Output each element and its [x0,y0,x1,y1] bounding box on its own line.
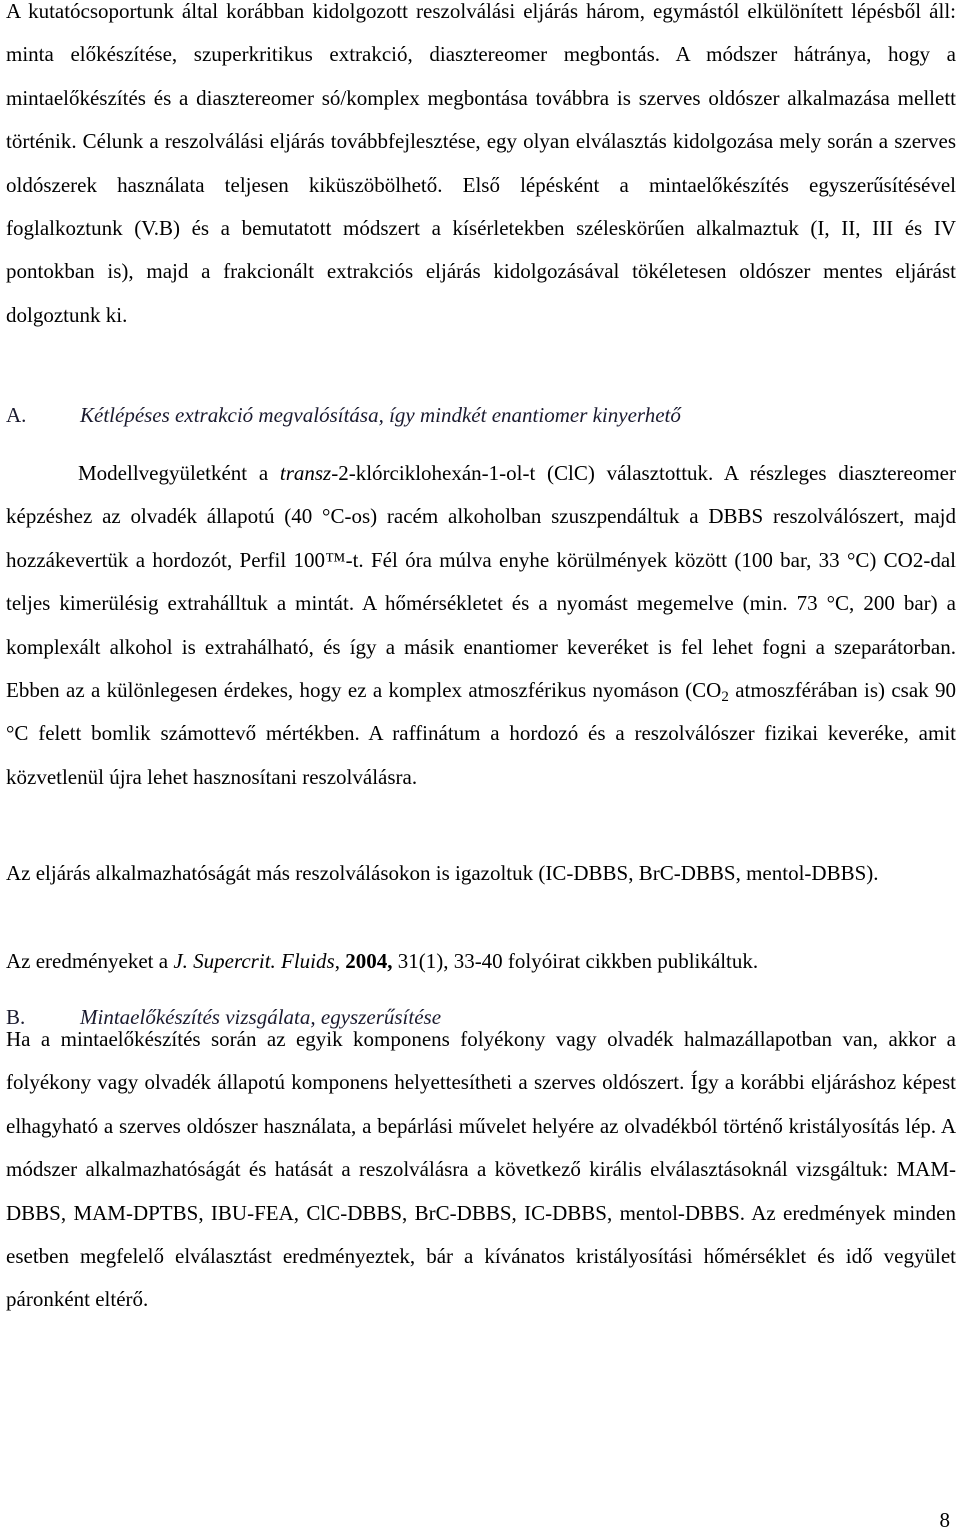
model-text-transz: transz [279,461,332,485]
sample-preparation-paragraph: Ha a mintaelőkészítés során az egyik komponens folyékony vagy olvadék halmazállapotban van, akkor a folyékony vagy olvadék állapotú komponens helyettesítheti a szerves oldószert. Így a korábbi eljáráshoz képest elhagyható a szerves oldószer használata, a bepárlási művelet helyére az olvadékból történő kristályosítás lép. A módszer alkalmazhatóságát és hatását a reszolválásra a következő királis elválasztásoknál vizsgáltuk: MAM-DBBS, MAM-DPTBS, IBU-FEA, ClC-DBBS, BrC-DBBS, IC-DBBS, mentol-DBBS. Az eredmények minden esetben megfelelő elválasztást eredményeztek, bár a kívánatos kristályosítási hőmérséklet és idő vegyület páronként eltérő. [6,1027,956,1312]
section-b-title: Mintaelőkészítés vizsgálata, egyszerűsítése [80,1005,442,1029]
model-text-3: atmoszférában is) csak 90 °C felett bomlik számottevő mértékben. A raffinátum a hordozó és a reszolválószer fizikai keveréke, amit közvetlenül újra lehet hasznosítani reszolválásra. [6,678,956,789]
section-a-letter: A. [6,403,27,427]
applicability-paragraph: Az eljárás alkalmazhatóságát más reszolválásokon is igazoltuk (IC-DBBS, BrC-DBBS, mentol-DBBS). [6,861,879,885]
publication-year: 2004, [345,949,393,973]
section-a-title: Kétlépéses extrakció megvalósítása, így mindkét enantiomer kinyerhető [80,403,681,427]
publication-paragraph [6,940,956,983]
publication-text-3: 31(1), 33-40 folyóirat cikkben publikáltuk. [392,949,759,973]
model-compound-paragraph [6,452,956,799]
section-a-heading [6,394,956,437]
model-text-1: Modellvegyületként a [78,461,280,485]
section-b-letter: B. [6,1005,26,1029]
model-subscript: 2 [721,689,729,706]
publication-text-1: Az eredményeket a [6,949,174,973]
model-text-2: -2-klórciklohexán-1-ol-t (ClC) választottuk. A részleges diasztereomer képzéshez az olvadék állapotú (40 °C-os) racém alkoholban szuszpendáltuk a DBBS reszolválószert, majd hozzákevertük a hordozót, Perfil 100™-t. Fél óra múlva enyhe körülmények között (100 bar, 33 °C) CO2-dal teljes kimerülésig extrahálltuk a mintát. A hőmérsékletet és a nyomást megemelve (min. 73 °C, 200 bar) a komplexált alkohol is extrahálható, és így a másik enantiomer keveréket is fel lehet fogni a szeparátorban. Ebben az a különlegesen érdekes, hogy ez a komplex atmoszférikus nyomáson (CO [6,461,956,703]
publication-text-2: , [334,949,346,973]
intro-paragraph: A kutatócsoportunk által korábban kidolgozott reszolválási eljárás három, egymástól elkülönített lépésből áll: minta előkészítése, szuperkritikus extrakció, diasztereomer megbontás. A módszer hátránya, hogy a mintaelőkészítés és a diasztereomer só/komplex megbontása továbbra is szerves oldószer alkalmazása mellett történik. Célunk a reszolválási eljárás továbbfejlesztése, egy olyan elválasztás kidolgozása mely során a szerves oldószerek használata teljesen kiküszöbölhető. Első lépésként a mintaelőkészítés egyszerűsítésével foglalkoztunk (V.B) és a bemutatott módszert a kísérletekben széleskörűen alkalmaztuk (I, II, III és IV pontokban is), majd a frakcionált extrakciós eljárás kidolgozásával tökéletesen oldószer mentes eljárást dolgoztunk ki. [6,0,956,327]
journal-name: J. Supercrit. Fluids [173,949,335,973]
page-number: 8 [939,1508,950,1532]
